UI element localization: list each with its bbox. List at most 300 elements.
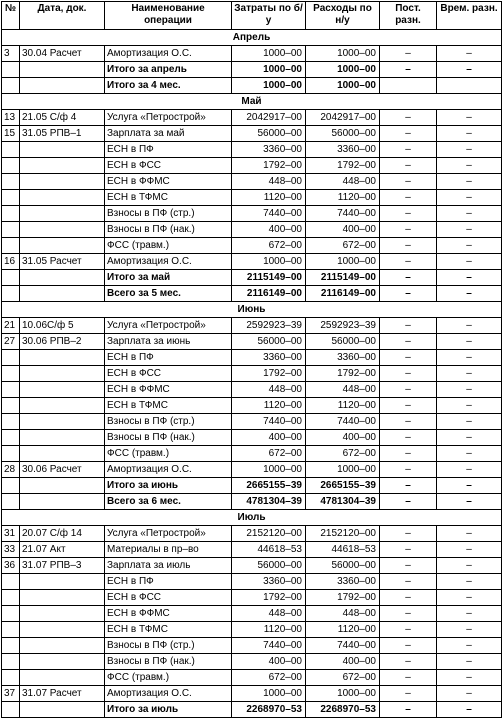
cell-date-doc (20, 622, 105, 638)
cell-temporary-diff: – (437, 574, 502, 590)
section-title: Июль (2, 510, 502, 526)
cell-permanent-diff: – (380, 558, 437, 574)
cell-number (2, 478, 20, 494)
cell-accounting-costs: 448–00 (232, 382, 306, 398)
cell-operation-name: Амортизация О.С. (105, 686, 232, 702)
cell-operation-name: ФСС (травм.) (105, 670, 232, 686)
cell-number (2, 494, 20, 510)
cell-temporary-diff: – (437, 558, 502, 574)
cell-tax-expenses: 4781304–39 (306, 494, 380, 510)
cell-number: 37 (2, 686, 20, 702)
cell-permanent-diff: – (380, 622, 437, 638)
cell-operation-name: ЕСН в ФСС (105, 590, 232, 606)
cell-temporary-diff: – (437, 366, 502, 382)
cell-temporary-diff: – (437, 110, 502, 126)
table-row (2, 430, 502, 446)
cell-tax-expenses: 1120–00 (306, 398, 380, 414)
cell-accounting-costs: 3360–00 (232, 350, 306, 366)
cell-temporary-diff: – (437, 414, 502, 430)
cell-permanent-diff: – (380, 478, 437, 494)
total-row (2, 286, 502, 302)
cell-number: 13 (2, 110, 20, 126)
table-row (2, 110, 502, 126)
cell-accounting-costs: 672–00 (232, 446, 306, 462)
cell-number (2, 702, 20, 718)
cell-accounting-costs: 2116149–00 (232, 286, 306, 302)
cell-permanent-diff: – (380, 590, 437, 606)
cell-tax-expenses: 2116149–00 (306, 286, 380, 302)
section-header-row (2, 510, 502, 526)
total-row (2, 478, 502, 494)
cell-number (2, 174, 20, 190)
cell-accounting-costs: 672–00 (232, 238, 306, 254)
cell-tax-expenses: 1792–00 (306, 158, 380, 174)
cell-temporary-diff: – (437, 462, 502, 478)
expenses-table (1, 1, 502, 718)
cell-accounting-costs: 2115149–00 (232, 270, 306, 286)
cell-permanent-diff: – (380, 206, 437, 222)
cell-tax-expenses: 1120–00 (306, 622, 380, 638)
cell-tax-expenses: 7440–00 (306, 638, 380, 654)
cell-date-doc (20, 654, 105, 670)
cell-accounting-costs: 1792–00 (232, 590, 306, 606)
cell-operation-name: Всего за 5 мес. (105, 286, 232, 302)
cell-accounting-costs: 56000–00 (232, 334, 306, 350)
cell-number (2, 222, 20, 238)
cell-date-doc (20, 222, 105, 238)
cell-temporary-diff: – (437, 622, 502, 638)
cell-operation-name: ЕСН в ФФМС (105, 606, 232, 622)
cell-operation-name: ФСС (травм.) (105, 238, 232, 254)
cell-temporary-diff: – (437, 174, 502, 190)
cell-tax-expenses: 2592923–39 (306, 318, 380, 334)
table-row (2, 670, 502, 686)
cell-temporary-diff: – (437, 286, 502, 302)
cell-permanent-diff: – (380, 158, 437, 174)
cell-date-doc (20, 430, 105, 446)
cell-date-doc (20, 414, 105, 430)
cell-date-doc (20, 494, 105, 510)
cell-date-doc (20, 398, 105, 414)
cell-accounting-costs: 1120–00 (232, 190, 306, 206)
cell-permanent-diff: – (380, 654, 437, 670)
cell-accounting-costs: 1120–00 (232, 398, 306, 414)
cell-number (2, 158, 20, 174)
cell-tax-expenses: 1000–00 (306, 62, 380, 78)
cell-accounting-costs: 448–00 (232, 606, 306, 622)
cell-operation-name: Амортизация О.С. (105, 462, 232, 478)
header-permanent-diff: Пост. разн. (380, 2, 437, 30)
cell-tax-expenses: 448–00 (306, 174, 380, 190)
cell-tax-expenses: 1000–00 (306, 462, 380, 478)
section-title: Май (2, 94, 502, 110)
header-temporary-diff: Врем. разн. (437, 2, 502, 30)
cell-temporary-diff: – (437, 526, 502, 542)
cell-tax-expenses: 2115149–00 (306, 270, 380, 286)
cell-accounting-costs: 2592923–39 (232, 318, 306, 334)
cell-operation-name: Амортизация О.С. (105, 46, 232, 62)
cell-accounting-costs: 44618–53 (232, 542, 306, 558)
cell-date-doc (20, 78, 105, 94)
cell-number (2, 574, 20, 590)
cell-temporary-diff: – (437, 670, 502, 686)
cell-date-doc: 21.05 С/ф 4 (20, 110, 105, 126)
cell-operation-name: Итого за 4 мес. (105, 78, 232, 94)
cell-number: 27 (2, 334, 20, 350)
cell-date-doc: 30.04 Расчет (20, 46, 105, 62)
cell-number: 33 (2, 542, 20, 558)
cell-date-doc (20, 238, 105, 254)
table-row (2, 654, 502, 670)
cell-accounting-costs: 1792–00 (232, 158, 306, 174)
cell-temporary-diff: – (437, 478, 502, 494)
cell-date-doc (20, 590, 105, 606)
cell-permanent-diff: – (380, 462, 437, 478)
cell-permanent-diff: – (380, 254, 437, 270)
cell-operation-name: ЕСН в ТФМС (105, 190, 232, 206)
cell-date-doc (20, 478, 105, 494)
cell-date-doc (20, 270, 105, 286)
cell-accounting-costs: 4781304–39 (232, 494, 306, 510)
section-header-row (2, 30, 502, 46)
table-row (2, 142, 502, 158)
cell-temporary-diff: – (437, 142, 502, 158)
table-row (2, 606, 502, 622)
cell-accounting-costs: 1000–00 (232, 686, 306, 702)
cell-temporary-diff: – (437, 638, 502, 654)
cell-number: 21 (2, 318, 20, 334)
cell-operation-name: Взносы в ПФ (нак.) (105, 654, 232, 670)
cell-permanent-diff: – (380, 62, 437, 78)
cell-permanent-diff: – (380, 670, 437, 686)
table-row (2, 46, 502, 62)
table-row (2, 462, 502, 478)
cell-operation-name: ЕСН в ФСС (105, 366, 232, 382)
cell-accounting-costs: 1792–00 (232, 366, 306, 382)
cell-permanent-diff: – (380, 638, 437, 654)
cell-date-doc (20, 638, 105, 654)
cell-temporary-diff: – (437, 270, 502, 286)
cell-number (2, 62, 20, 78)
cell-temporary-diff: – (437, 238, 502, 254)
cell-temporary-diff: – (437, 318, 502, 334)
table-row (2, 382, 502, 398)
cell-operation-name: Взносы в ПФ (нак.) (105, 222, 232, 238)
cell-operation-name: Зарплата за май (105, 126, 232, 142)
table-row (2, 222, 502, 238)
table-body (2, 30, 502, 718)
cell-date-doc (20, 158, 105, 174)
cell-number (2, 190, 20, 206)
table-row (2, 206, 502, 222)
cell-accounting-costs: 56000–00 (232, 558, 306, 574)
cell-number (2, 606, 20, 622)
cell-accounting-costs: 2042917–00 (232, 110, 306, 126)
cell-permanent-diff: – (380, 270, 437, 286)
table-row (2, 574, 502, 590)
cell-temporary-diff: – (437, 254, 502, 270)
cell-temporary-diff: – (437, 350, 502, 366)
cell-temporary-diff: – (437, 494, 502, 510)
section-header-row (2, 302, 502, 318)
cell-tax-expenses: 2152120–00 (306, 526, 380, 542)
cell-operation-name: Взносы в ПФ (стр.) (105, 414, 232, 430)
cell-date-doc: 30.06 РПВ–2 (20, 334, 105, 350)
cell-permanent-diff: – (380, 318, 437, 334)
cell-operation-name: ЕСН в ТФМС (105, 398, 232, 414)
cell-date-doc: 30.06 Расчет (20, 462, 105, 478)
cell-temporary-diff: – (437, 542, 502, 558)
cell-operation-name: Итого за май (105, 270, 232, 286)
cell-tax-expenses: 672–00 (306, 446, 380, 462)
cell-number: 28 (2, 462, 20, 478)
cell-accounting-costs: 56000–00 (232, 126, 306, 142)
cell-tax-expenses: 3360–00 (306, 574, 380, 590)
cell-permanent-diff: – (380, 494, 437, 510)
cell-temporary-diff: – (437, 446, 502, 462)
cell-number (2, 446, 20, 462)
cell-operation-name: Итого за июль (105, 702, 232, 718)
total-row (2, 494, 502, 510)
cell-permanent-diff: – (380, 398, 437, 414)
cell-tax-expenses: 1120–00 (306, 190, 380, 206)
cell-operation-name: ЕСН в ФФМС (105, 174, 232, 190)
report-table-container (1, 1, 501, 718)
header-date-doc: Дата, док. (20, 2, 105, 30)
cell-permanent-diff: – (380, 526, 437, 542)
cell-temporary-diff: – (437, 606, 502, 622)
cell-number (2, 414, 20, 430)
cell-number (2, 622, 20, 638)
table-row (2, 238, 502, 254)
cell-date-doc (20, 62, 105, 78)
cell-date-doc (20, 702, 105, 718)
cell-tax-expenses: 1792–00 (306, 590, 380, 606)
cell-tax-expenses: 448–00 (306, 606, 380, 622)
cell-temporary-diff: – (437, 654, 502, 670)
cell-accounting-costs: 2152120–00 (232, 526, 306, 542)
cell-date-doc: 20.07 С/ф 14 (20, 526, 105, 542)
cell-accounting-costs: 400–00 (232, 430, 306, 446)
cell-date-doc: 21.07 Акт (20, 542, 105, 558)
cell-permanent-diff: – (380, 574, 437, 590)
cell-permanent-diff: – (380, 446, 437, 462)
cell-date-doc: 31.05 РПВ–1 (20, 126, 105, 142)
cell-date-doc (20, 382, 105, 398)
table-row (2, 318, 502, 334)
cell-number (2, 142, 20, 158)
cell-operation-name: Материалы в пр–во (105, 542, 232, 558)
cell-operation-name: Услуга «Петрострой» (105, 526, 232, 542)
cell-permanent-diff: – (380, 430, 437, 446)
table-row (2, 366, 502, 382)
cell-permanent-diff: – (380, 350, 437, 366)
cell-number (2, 670, 20, 686)
cell-temporary-diff: – (437, 190, 502, 206)
table-row (2, 558, 502, 574)
cell-number (2, 270, 20, 286)
cell-tax-expenses: 2042917–00 (306, 110, 380, 126)
cell-operation-name: Услуга «Петрострой» (105, 318, 232, 334)
cell-date-doc (20, 174, 105, 190)
cell-accounting-costs: 672–00 (232, 670, 306, 686)
cell-operation-name: Амортизация О.С. (105, 254, 232, 270)
cell-tax-expenses: 400–00 (306, 222, 380, 238)
cell-accounting-costs: 7440–00 (232, 414, 306, 430)
cell-permanent-diff: – (380, 174, 437, 190)
cell-operation-name: Взносы в ПФ (стр.) (105, 206, 232, 222)
cell-tax-expenses: 400–00 (306, 430, 380, 446)
cell-accounting-costs: 2665155–39 (232, 478, 306, 494)
cell-date-doc (20, 366, 105, 382)
total-row (2, 62, 502, 78)
cell-date-doc (20, 206, 105, 222)
cell-temporary-diff: – (437, 126, 502, 142)
cell-accounting-costs: 1000–00 (232, 62, 306, 78)
cell-operation-name: ЕСН в ФСС (105, 158, 232, 174)
cell-operation-name: Зарплата за июль (105, 558, 232, 574)
cell-number (2, 430, 20, 446)
cell-date-doc: 10.06С/ф 5 (20, 318, 105, 334)
cell-accounting-costs: 400–00 (232, 222, 306, 238)
cell-tax-expenses: 56000–00 (306, 558, 380, 574)
cell-permanent-diff: – (380, 414, 437, 430)
cell-temporary-diff: – (437, 62, 502, 78)
cell-accounting-costs: 1000–00 (232, 46, 306, 62)
table-row (2, 542, 502, 558)
cell-tax-expenses: 1792–00 (306, 366, 380, 382)
cell-accounting-costs: 2268970–53 (232, 702, 306, 718)
cell-date-doc: 31.07 РПВ–3 (20, 558, 105, 574)
cell-permanent-diff: – (380, 46, 437, 62)
cell-permanent-diff: – (380, 366, 437, 382)
header-accounting-costs: Затраты по б/у (232, 2, 306, 30)
cell-date-doc (20, 350, 105, 366)
section-title: Апрель (2, 30, 502, 46)
cell-tax-expenses: 400–00 (306, 654, 380, 670)
cell-accounting-costs: 1000–00 (232, 462, 306, 478)
cell-tax-expenses: 3360–00 (306, 142, 380, 158)
table-row (2, 590, 502, 606)
cell-permanent-diff: – (380, 286, 437, 302)
total-row (2, 270, 502, 286)
cell-operation-name: ФСС (травм.) (105, 446, 232, 462)
cell-number (2, 366, 20, 382)
cell-tax-expenses: 56000–00 (306, 126, 380, 142)
cell-accounting-costs: 3360–00 (232, 574, 306, 590)
cell-number (2, 206, 20, 222)
header-tax-expenses: Расходы по н/у (306, 2, 380, 30)
cell-tax-expenses: 2268970–53 (306, 702, 380, 718)
table-header-row (2, 2, 502, 30)
cell-tax-expenses: 7440–00 (306, 414, 380, 430)
cell-accounting-costs: 7440–00 (232, 206, 306, 222)
table-row (2, 126, 502, 142)
cell-accounting-costs: 400–00 (232, 654, 306, 670)
cell-tax-expenses: 44618–53 (306, 542, 380, 558)
cell-permanent-diff: – (380, 334, 437, 350)
cell-permanent-diff: – (380, 190, 437, 206)
cell-temporary-diff: – (437, 686, 502, 702)
cell-accounting-costs: 1120–00 (232, 622, 306, 638)
cell-date-doc (20, 190, 105, 206)
cell-temporary-diff: – (437, 206, 502, 222)
table-row (2, 414, 502, 430)
cell-date-doc (20, 606, 105, 622)
cell-tax-expenses: 1000–00 (306, 78, 380, 94)
cell-permanent-diff (380, 78, 437, 94)
cell-temporary-diff: – (437, 46, 502, 62)
table-row (2, 526, 502, 542)
cell-permanent-diff: – (380, 686, 437, 702)
cell-number (2, 638, 20, 654)
cell-tax-expenses: 1000–00 (306, 254, 380, 270)
table-row (2, 350, 502, 366)
cell-operation-name: Итого за июнь (105, 478, 232, 494)
cell-permanent-diff: – (380, 702, 437, 718)
cell-temporary-diff: – (437, 590, 502, 606)
total-row (2, 78, 502, 94)
cell-date-doc: 31.05 Расчет (20, 254, 105, 270)
cell-permanent-diff: – (380, 542, 437, 558)
cell-operation-name: Взносы в ПФ (стр.) (105, 638, 232, 654)
cell-permanent-diff: – (380, 222, 437, 238)
section-header-row (2, 94, 502, 110)
cell-permanent-diff: – (380, 110, 437, 126)
cell-permanent-diff: – (380, 126, 437, 142)
cell-number: 31 (2, 526, 20, 542)
cell-number: 3 (2, 46, 20, 62)
cell-date-doc (20, 446, 105, 462)
cell-operation-name: ЕСН в ТФМС (105, 622, 232, 638)
cell-operation-name: Услуга «Петрострой» (105, 110, 232, 126)
cell-operation-name: Зарплата за июнь (105, 334, 232, 350)
cell-number (2, 590, 20, 606)
cell-number: 36 (2, 558, 20, 574)
cell-number (2, 238, 20, 254)
table-row (2, 686, 502, 702)
cell-operation-name: Всего за 6 мес. (105, 494, 232, 510)
cell-tax-expenses: 1000–00 (306, 46, 380, 62)
cell-tax-expenses: 7440–00 (306, 206, 380, 222)
table-row (2, 158, 502, 174)
cell-date-doc: 31.07 Расчет (20, 686, 105, 702)
cell-date-doc (20, 286, 105, 302)
cell-operation-name: Итого за апрель (105, 62, 232, 78)
cell-temporary-diff: – (437, 430, 502, 446)
cell-operation-name: ЕСН в ПФ (105, 574, 232, 590)
cell-number (2, 382, 20, 398)
cell-accounting-costs: 448–00 (232, 174, 306, 190)
cell-date-doc (20, 574, 105, 590)
cell-tax-expenses: 448–00 (306, 382, 380, 398)
table-row (2, 334, 502, 350)
cell-operation-name: ЕСН в ПФ (105, 142, 232, 158)
table-row (2, 254, 502, 270)
cell-operation-name: ЕСН в ФФМС (105, 382, 232, 398)
cell-tax-expenses: 672–00 (306, 238, 380, 254)
cell-number (2, 398, 20, 414)
cell-number: 16 (2, 254, 20, 270)
table-row (2, 622, 502, 638)
cell-temporary-diff: – (437, 334, 502, 350)
cell-temporary-diff: – (437, 222, 502, 238)
cell-number (2, 286, 20, 302)
cell-accounting-costs: 7440–00 (232, 638, 306, 654)
section-title: Июнь (2, 302, 502, 318)
cell-tax-expenses: 3360–00 (306, 350, 380, 366)
cell-temporary-diff: – (437, 158, 502, 174)
